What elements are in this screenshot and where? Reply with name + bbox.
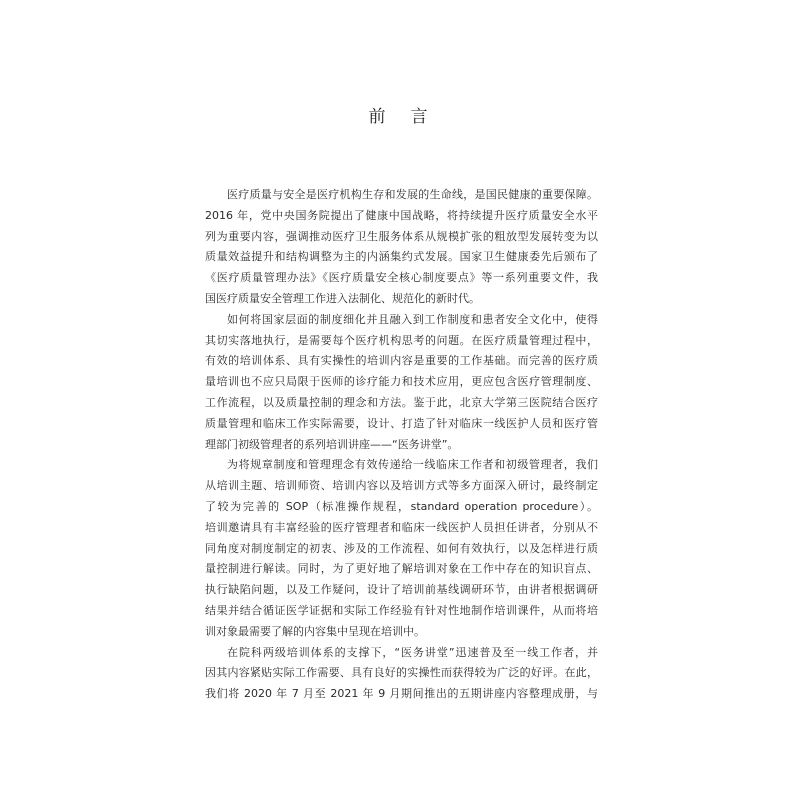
text-line: 同角度对制度制定的初衷、涉及的工作流程、如何有效执行，以及怎样进行质 (205, 541, 598, 555)
text-line: 执行缺陷问题，以及工作疑问，设计了培训前基线调研环节，由讲者根据调研 (205, 583, 598, 597)
text-line: 我们将 2020 年 7 月至 2021 年 9 月期间推出的五期讲座内容整理成册，与 (205, 687, 598, 701)
text-line: 其切实落地执行，是需要每个医疗机构思考的问题。在医疗质量管理过程中， (205, 333, 598, 347)
text-line: 训对象最需要了解的内容集中呈现在培训中。 (205, 624, 425, 638)
text-line: 培训邀请具有丰富经验的医疗管理者和临床一线医护人员担任讲者，分别从不 (205, 520, 598, 534)
text-line: 《医疗质量管理办法》《医疗质量安全核心制度要点》等一系列重要文件，我 (205, 271, 598, 285)
text-line: 了较为完善的 SOP（标准操作规程，standard operation procedure）。 (205, 499, 598, 513)
page-title: 前 言 (368, 107, 432, 127)
paragraph-3 (205, 455, 598, 642)
text-line: 量培训也不应只局限于医师的诊疗能力和技术应用，更应包含医疗管理制度、 (205, 375, 598, 389)
text-line: 从培训主题、培训师资、培训内容以及培训方式等多方面深入研讨，最终制定 (205, 479, 598, 493)
text-line: 工作流程，以及质量控制的理念和方法。鉴于此，北京大学第三医院结合医疗 (205, 395, 598, 409)
text-line: 因其内容紧贴实际工作需要、具有良好的实操性而获得较为广泛的好评。在此， (205, 666, 598, 680)
text-line: 列为重要内容，强调推动医疗卫生服务体系从规模扩张的粗放型发展转变为以 (205, 229, 598, 243)
text-line: 为将规章制度和管理理念有效传递给一线临床工作者和初级管理者，我们 (227, 458, 598, 472)
text-line: 如何将国家层面的制度细化并且融入到工作制度和患者安全文化中，使得 (227, 312, 598, 326)
text-line: 2016 年，党中央国务院提出了健康中国战略，将持续提升医疗质量安全水平 (205, 208, 598, 222)
text-line: 理部门初级管理者的系列培训讲座——“医务讲堂”。 (205, 437, 459, 451)
text-line: 质量效益提升和结构调整为主的内涵集约式发展。国家卫生健康委先后颁布了 (205, 250, 598, 264)
paragraph-2 (205, 310, 598, 456)
text-line: 国医疗质量安全管理工作进入法制化、规范化的新时代。 (205, 291, 480, 305)
text-line: 有效的培训体系、具有实操性的培训内容是重要的工作基础。而完善的医疗质 (205, 354, 598, 368)
paragraph-4 (205, 643, 598, 705)
text-line: 质量管理和临床工作实际需要，设计、打造了针对临床一线医护人员和医疗管 (205, 416, 598, 430)
text-line: 在院科两级培训体系的支撑下，“医务讲堂”迅速普及至一线工作者，并 (227, 645, 598, 659)
paragraph-1 (205, 185, 598, 310)
text-line: 医疗质量与安全是医疗机构生存和发展的生命线，是国民健康的重要保障。 (227, 188, 598, 201)
preface-body (205, 185, 598, 705)
text-line: 结果并结合循证医学证据和实际工作经验有针对性地制作培训课件，从而将培 (205, 603, 598, 617)
text-line: 量控制进行解读。同时，为了更好地了解培训对象在工作中存在的知识盲点、 (205, 562, 598, 576)
